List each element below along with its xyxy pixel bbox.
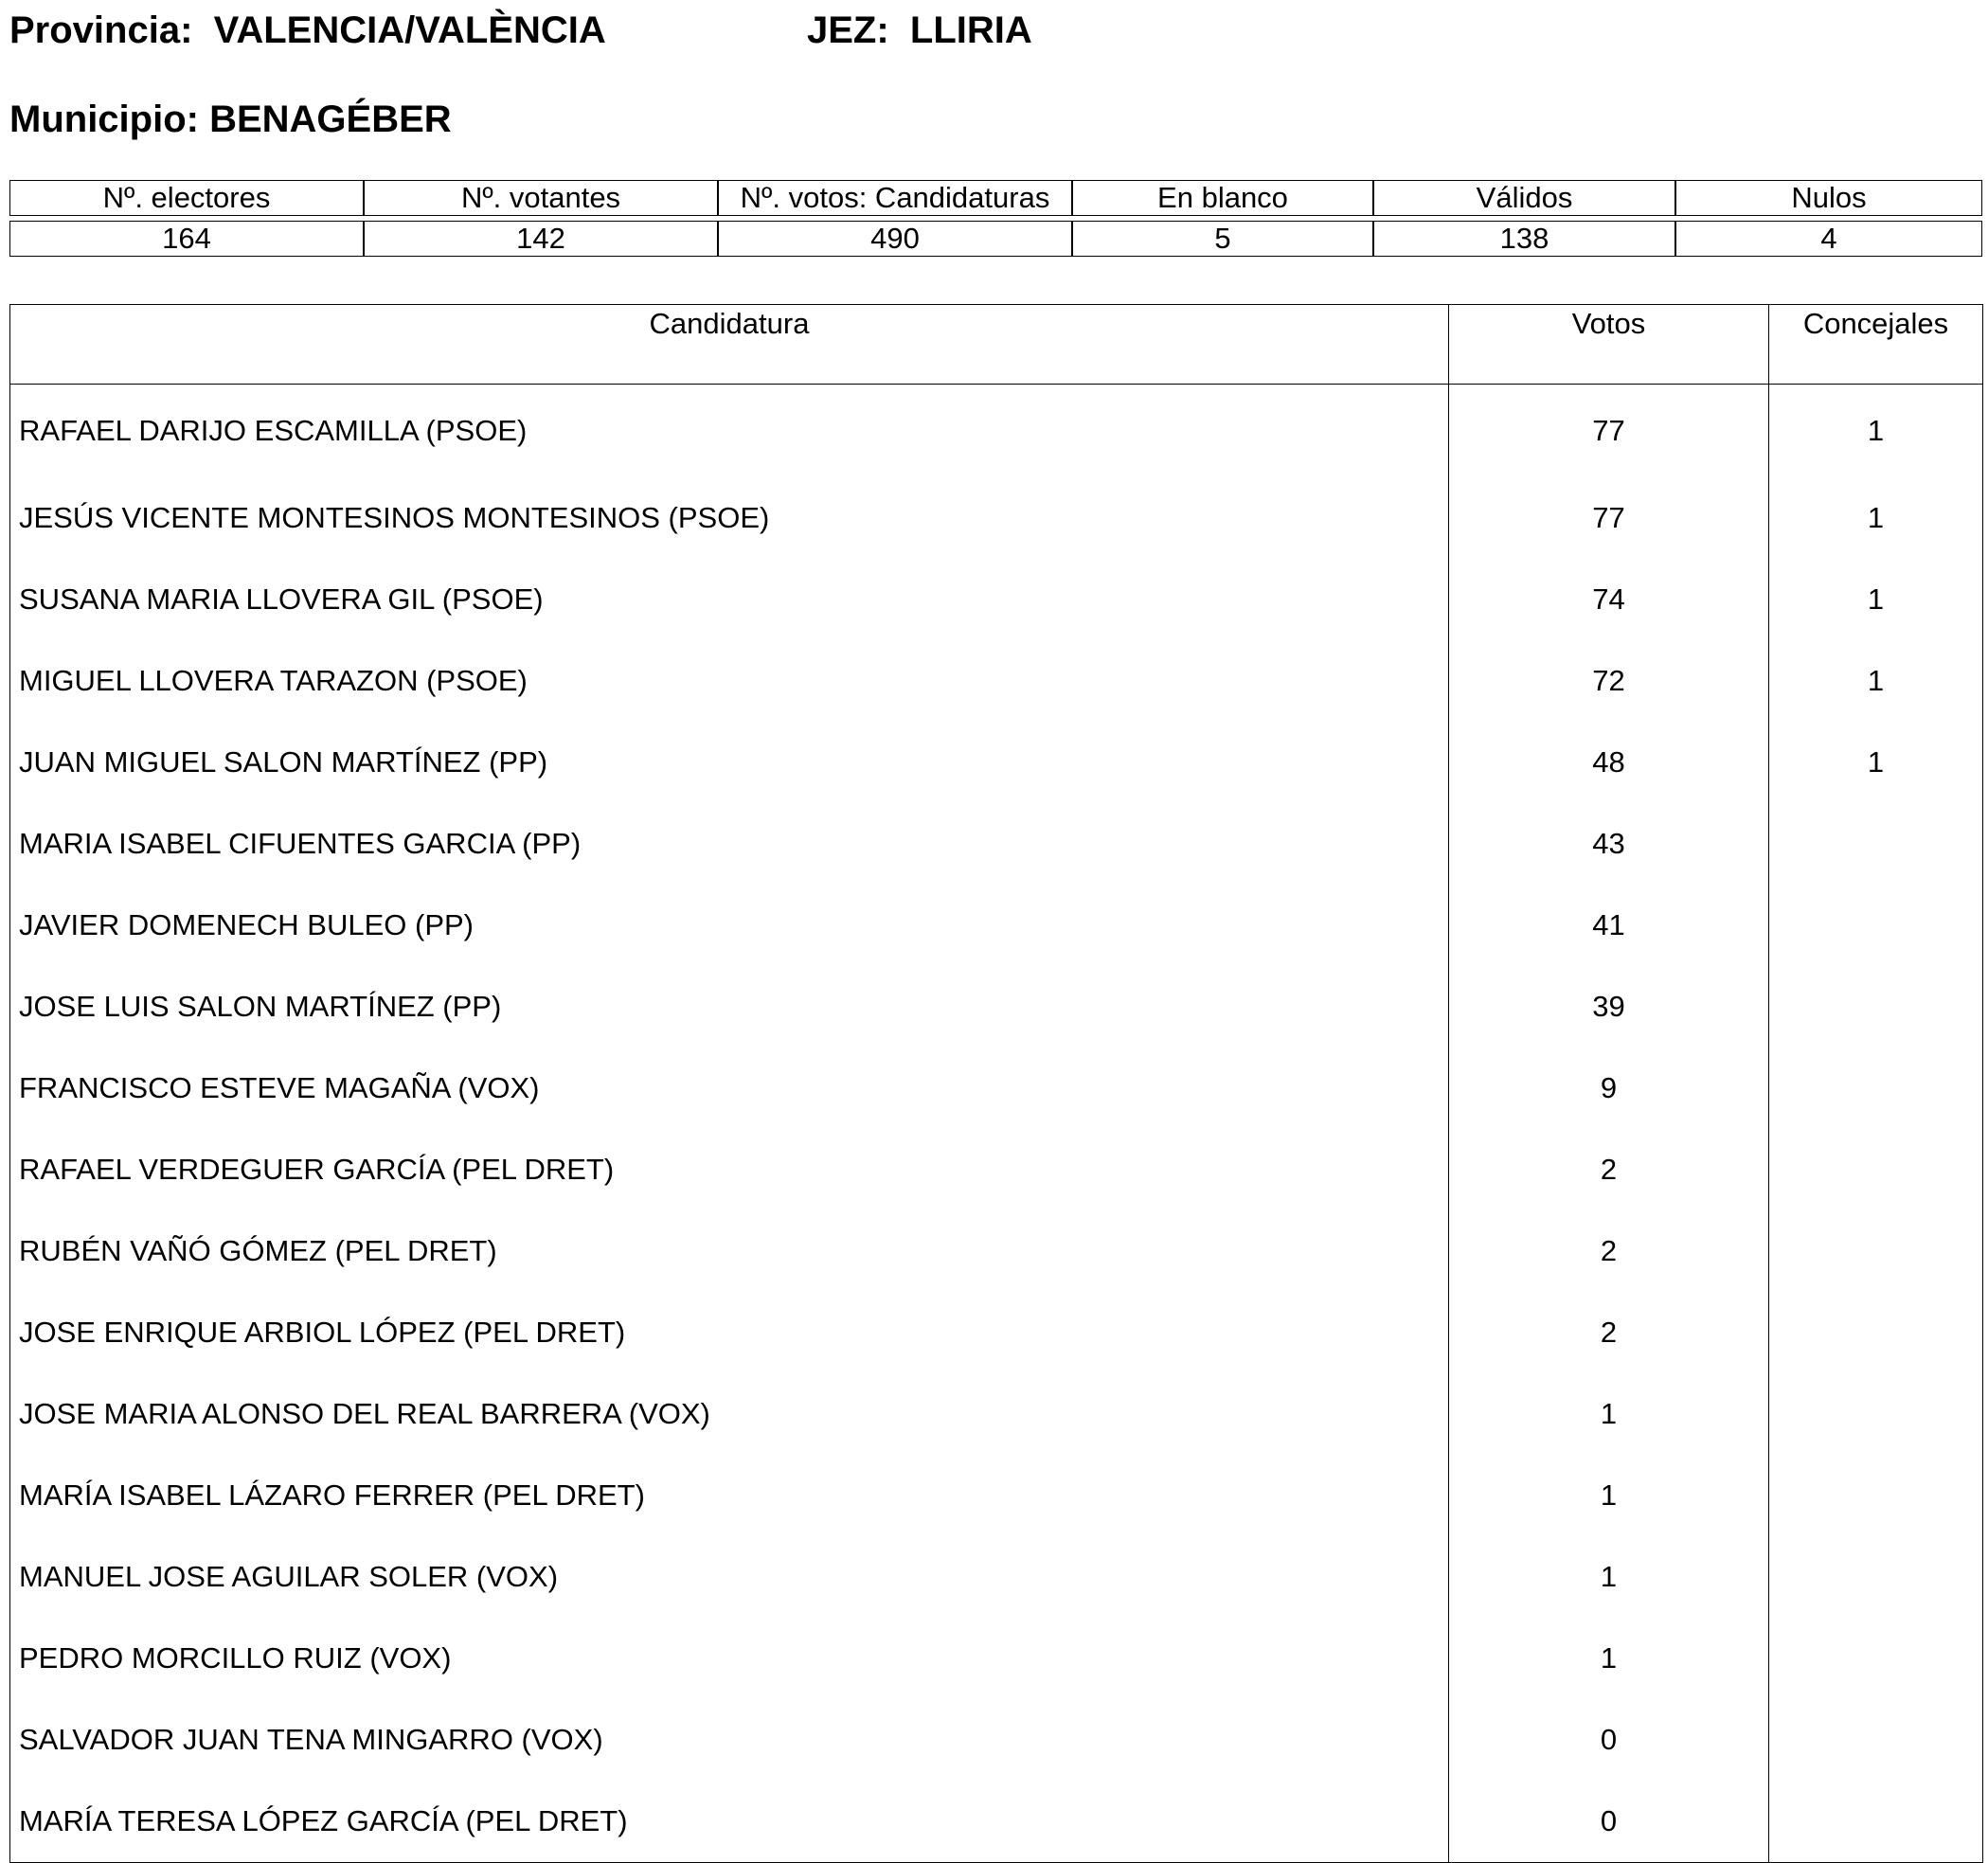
candidate-name: JUAN MIGUEL SALON MARTÍNEZ (PP) [10, 722, 1449, 803]
candidate-seats [1769, 1210, 1983, 1292]
candidate-name: JOSE ENRIQUE ARBIOL LÓPEZ (PEL DRET) [10, 1292, 1449, 1373]
candidatura-column-header: Candidatura [10, 305, 1449, 385]
table-row [10, 1699, 1983, 1781]
candidate-seats [1769, 1455, 1983, 1536]
candidate-seats [1769, 966, 1983, 1048]
candidate-seats: 1 [1769, 385, 1983, 477]
table-row [10, 477, 1983, 559]
provincia-heading [9, 11, 606, 49]
candidate-votes: 72 [1449, 640, 1769, 722]
candidate-votes: 74 [1449, 559, 1769, 640]
candidate-name: JOSE LUIS SALON MARTÍNEZ (PP) [10, 966, 1449, 1048]
candidate-name: SALVADOR JUAN TENA MINGARRO (VOX) [10, 1699, 1449, 1781]
provincia-label: Provincia: [9, 9, 193, 51]
candidate-name: MIGUEL LLOVERA TARAZON (PSOE) [10, 640, 1449, 722]
jez-value: LLIRIA [909, 9, 1032, 51]
table-row [10, 966, 1983, 1048]
table-row [10, 1373, 1983, 1455]
candidate-votes: 1 [1449, 1373, 1769, 1455]
table-row [10, 1781, 1983, 1863]
table-row [10, 385, 1983, 477]
summary-header-cell: Nulos [1675, 180, 1982, 216]
municipio-heading [9, 100, 452, 138]
summary-value-cell: 4 [1675, 221, 1982, 257]
candidate-seats [1769, 1048, 1983, 1129]
candidate-seats: 1 [1769, 722, 1983, 803]
candidate-name: FRANCISCO ESTEVE MAGAÑA (VOX) [10, 1048, 1449, 1129]
provincia-value: VALENCIA/VALÈNCIA [213, 9, 606, 51]
candidate-seats [1769, 1618, 1983, 1699]
summary-header-cell: En blanco [1072, 180, 1373, 216]
table-row [10, 1618, 1983, 1699]
municipio-value: BENAGÉBER [209, 99, 452, 140]
summary-header-cell: Válidos [1373, 180, 1675, 216]
candidate-votes: 2 [1449, 1292, 1769, 1373]
candidate-seats [1769, 1129, 1983, 1210]
candidate-name: JESÚS VICENTE MONTESINOS MONTESINOS (PSOE) [10, 477, 1449, 559]
candidate-name: MANUEL JOSE AGUILAR SOLER (VOX) [10, 1536, 1449, 1618]
candidate-name: JOSE MARIA ALONSO DEL REAL BARRERA (VOX) [10, 1373, 1449, 1455]
candidate-name: SUSANA MARIA LLOVERA GIL (PSOE) [10, 559, 1449, 640]
table-row [10, 722, 1983, 803]
candidate-votes: 77 [1449, 477, 1769, 559]
table-row [10, 1129, 1983, 1210]
results-table [9, 304, 1983, 1863]
summary-header-cell: Nº. votos: Candidaturas [718, 180, 1072, 216]
candidate-name: MARIA ISABEL CIFUENTES GARCIA (PP) [10, 803, 1449, 885]
candidate-seats: 1 [1769, 477, 1983, 559]
candidate-seats [1769, 885, 1983, 966]
candidate-name: MARÍA ISABEL LÁZARO FERRER (PEL DRET) [10, 1455, 1449, 1536]
candidate-name: PEDRO MORCILLO RUIZ (VOX) [10, 1618, 1449, 1699]
candidate-name: JAVIER DOMENECH BULEO (PP) [10, 885, 1449, 966]
candidate-votes: 77 [1449, 385, 1769, 477]
candidate-name: RAFAEL VERDEGUER GARCÍA (PEL DRET) [10, 1129, 1449, 1210]
candidate-seats: 1 [1769, 559, 1983, 640]
candidate-name: RUBÉN VAÑÓ GÓMEZ (PEL DRET) [10, 1210, 1449, 1292]
candidate-votes: 41 [1449, 885, 1769, 966]
summary-value-row [9, 221, 1982, 257]
summary-value-cell: 138 [1373, 221, 1675, 257]
municipio-label: Municipio: [9, 99, 199, 140]
concejales-column-header: Concejales [1769, 305, 1983, 385]
candidate-votes: 39 [1449, 966, 1769, 1048]
jez-label: JEZ: [807, 9, 889, 51]
table-row [10, 1536, 1983, 1618]
table-row [10, 1210, 1983, 1292]
candidate-votes: 0 [1449, 1781, 1769, 1863]
table-row [10, 1292, 1983, 1373]
table-row [10, 803, 1983, 885]
candidate-votes: 2 [1449, 1129, 1769, 1210]
candidate-votes: 48 [1449, 722, 1769, 803]
summary-table [9, 180, 1982, 257]
candidate-votes: 2 [1449, 1210, 1769, 1292]
summary-header-cell: Nº. electores [9, 180, 364, 216]
summary-header-cell: Nº. votantes [364, 180, 718, 216]
candidate-votes: 43 [1449, 803, 1769, 885]
candidate-votes: 1 [1449, 1618, 1769, 1699]
candidate-seats: 1 [1769, 640, 1983, 722]
table-row [10, 640, 1983, 722]
candidate-votes: 0 [1449, 1699, 1769, 1781]
summary-value-cell: 142 [364, 221, 718, 257]
candidate-name: MARÍA TERESA LÓPEZ GARCÍA (PEL DRET) [10, 1781, 1449, 1863]
candidate-seats [1769, 1292, 1983, 1373]
candidate-seats [1769, 1699, 1983, 1781]
candidate-seats [1769, 1781, 1983, 1863]
table-row [10, 885, 1983, 966]
candidate-votes: 1 [1449, 1455, 1769, 1536]
results-header-row [10, 305, 1983, 385]
table-row [10, 1455, 1983, 1536]
candidate-votes: 9 [1449, 1048, 1769, 1129]
votos-column-header: Votos [1449, 305, 1769, 385]
candidate-name: RAFAEL DARIJO ESCAMILLA (PSOE) [10, 385, 1449, 477]
table-row [10, 1048, 1983, 1129]
summary-value-cell: 5 [1072, 221, 1373, 257]
summary-value-cell: 164 [9, 221, 364, 257]
candidate-votes: 1 [1449, 1536, 1769, 1618]
jez-heading [807, 11, 1032, 49]
summary-header-row [9, 180, 1982, 216]
candidate-seats [1769, 1536, 1983, 1618]
candidate-seats [1769, 1373, 1983, 1455]
summary-value-cell: 490 [718, 221, 1072, 257]
table-row [10, 559, 1983, 640]
candidate-seats [1769, 803, 1983, 885]
